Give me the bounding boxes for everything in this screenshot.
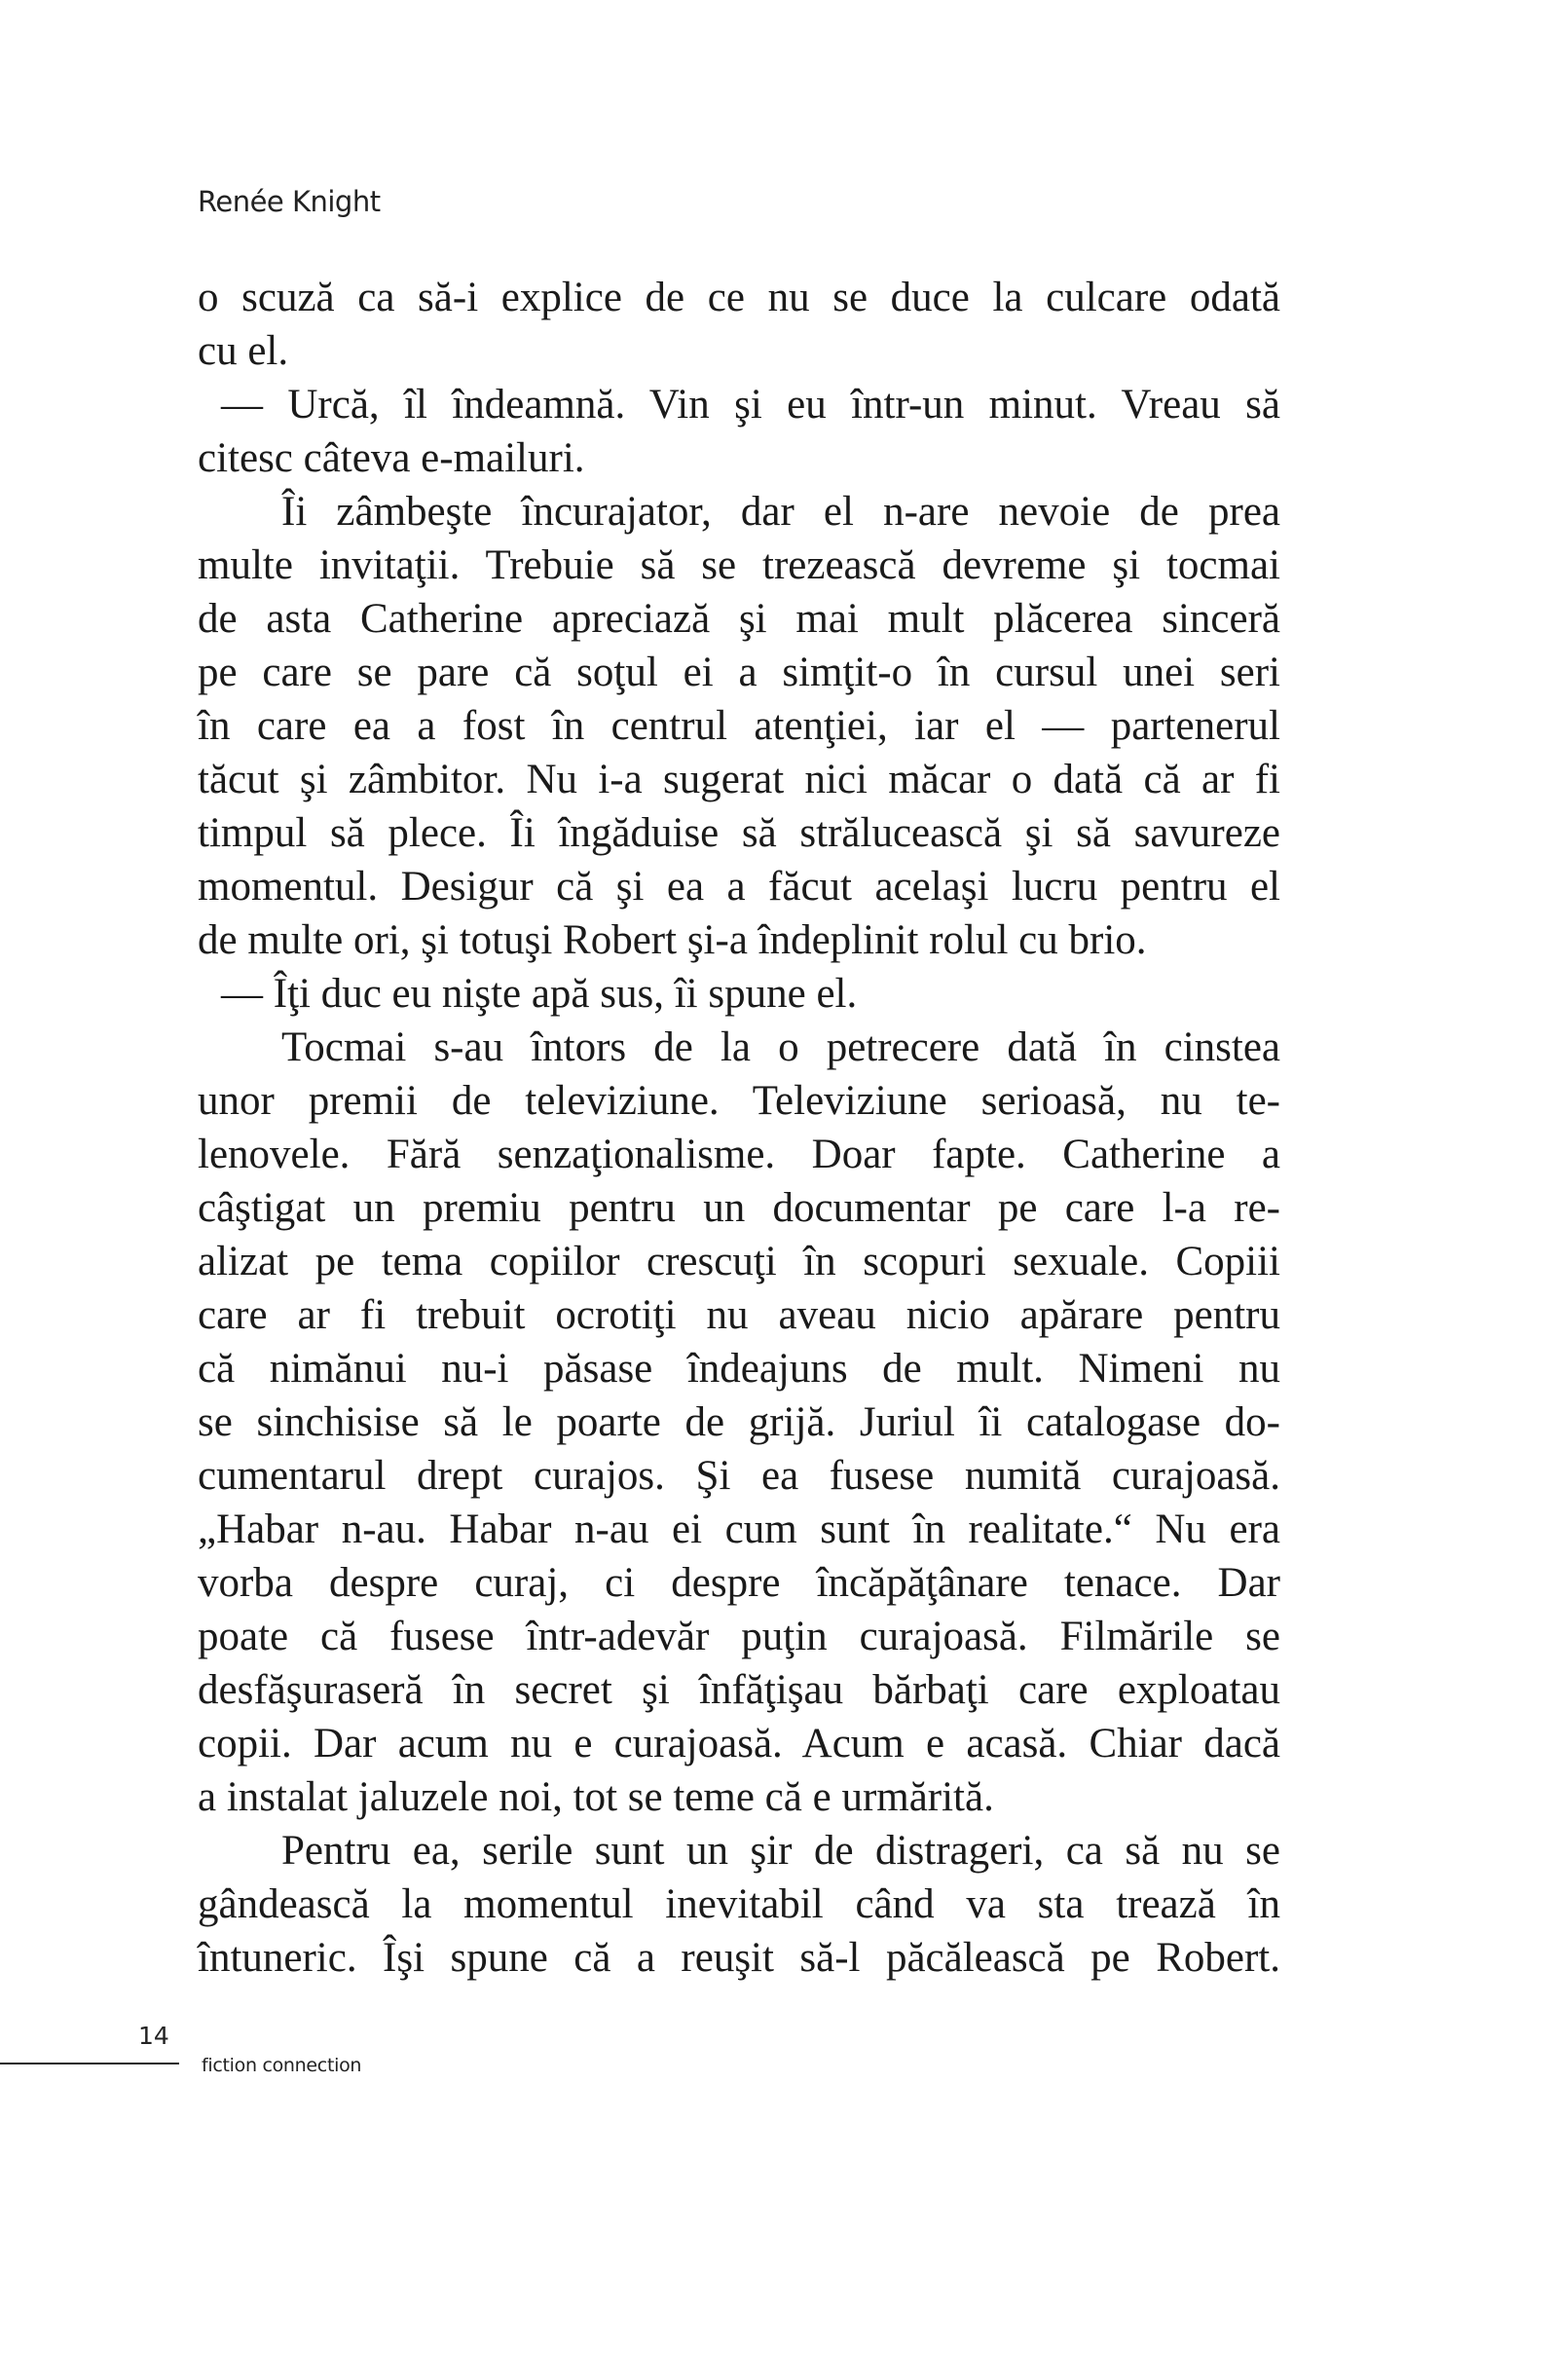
text-line: alizat pe tema copiilor crescuţi în scopuri sexuale. Copiii bbox=[198, 1239, 1280, 1284]
text-line: cumentarul drept curajos. Şi ea fusese numită curajoasă. bbox=[198, 1453, 1280, 1499]
body-text bbox=[198, 271, 1280, 1985]
text-line: pe care se pare că soţul ei a simţit-o în cursul unei seri bbox=[198, 650, 1280, 695]
text-line: se sinchisise să le poarte de grijă. Juriul îi catalogase do- bbox=[198, 1399, 1280, 1445]
footer-rule bbox=[0, 2063, 179, 2064]
text-line: care ar fi trebuit ocrotiţi nu aveau nicio apărare pentru bbox=[198, 1292, 1280, 1338]
text-line: — Îţi duc eu nişte apă sus, îi spune el. bbox=[221, 971, 858, 1017]
footer-series-name: fiction connection bbox=[202, 2055, 362, 2076]
text-line: câştigat un premiu pentru un documentar pe care l-a re- bbox=[198, 1185, 1280, 1231]
text-line: gândească la momentul inevitabil când va sta trează în bbox=[198, 1881, 1280, 1927]
text-line: desfăşuraseră în secret şi înfăţişau bărbaţi care exploatau bbox=[198, 1667, 1280, 1713]
text-line: că nimănui nu-i păsase îndeajuns de mult. Nimeni nu bbox=[198, 1346, 1280, 1392]
text-line: vorba despre curaj, ci despre încăpăţânare tenace. Dar bbox=[198, 1560, 1280, 1606]
text-line: de multe ori, şi totuşi Robert şi-a îndeplinit rolul cu brio. bbox=[198, 917, 1147, 963]
text-line: a instalat jaluzele noi, tot se teme că e urmărită. bbox=[198, 1774, 994, 1820]
text-line: în care ea a fost în centrul atenţiei, iar el — partenerul bbox=[198, 703, 1280, 749]
text-line: poate că fusese într-adevăr puţin curajoasă. Filmările se bbox=[198, 1614, 1280, 1659]
page-number: 14 bbox=[138, 2022, 169, 2050]
text-line: Tocmai s-au întors de la o petrecere dată în cinstea bbox=[281, 1024, 1280, 1070]
text-line: Îi zâmbeşte încurajator, dar el n-are nevoie de prea bbox=[281, 489, 1280, 535]
text-line: lenovele. Fără senzaţionalisme. Doar fapte. Catherine a bbox=[198, 1132, 1280, 1177]
text-line: tăcut şi zâmbitor. Nu i-a sugerat nici măcar o dată că ar fi bbox=[198, 757, 1280, 802]
text-line: citesc câteva e-mailuri. bbox=[198, 435, 585, 481]
text-line: Pentru ea, serile sunt un şir de distrageri, ca să nu se bbox=[281, 1828, 1280, 1874]
text-line: multe invitaţii. Trebuie să se trezească devreme şi tocmai bbox=[198, 542, 1280, 588]
text-line: de asta Catherine apreciază şi mai mult plăcerea sinceră bbox=[198, 596, 1280, 642]
text-line: cu el. bbox=[198, 328, 289, 374]
text-line: — Urcă, îl îndeamnă. Vin şi eu într-un minut. Vreau să bbox=[221, 382, 1280, 428]
text-line: unor premii de televiziune. Televiziune serioasă, nu te- bbox=[198, 1078, 1280, 1124]
text-line: întuneric. Îşi spune că a reuşit să-l păcălească pe Robert. bbox=[198, 1935, 1280, 1981]
text-line: momentul. Desigur că şi ea a făcut acelaşi lucru pentru el bbox=[198, 864, 1280, 910]
running-header-author: Renée Knight bbox=[198, 185, 381, 218]
text-line: „Habar n-au. Habar n-au ei cum sunt în realitate.“ Nu era bbox=[198, 1506, 1280, 1552]
text-line: o scuză ca să-i explice de ce nu se duce la culcare odată bbox=[198, 275, 1280, 320]
text-line: timpul să plece. Îi îngăduise să strălucească şi să savureze bbox=[198, 810, 1280, 856]
text-line: copii. Dar acum nu e curajoasă. Acum e acasă. Chiar dacă bbox=[198, 1721, 1280, 1766]
